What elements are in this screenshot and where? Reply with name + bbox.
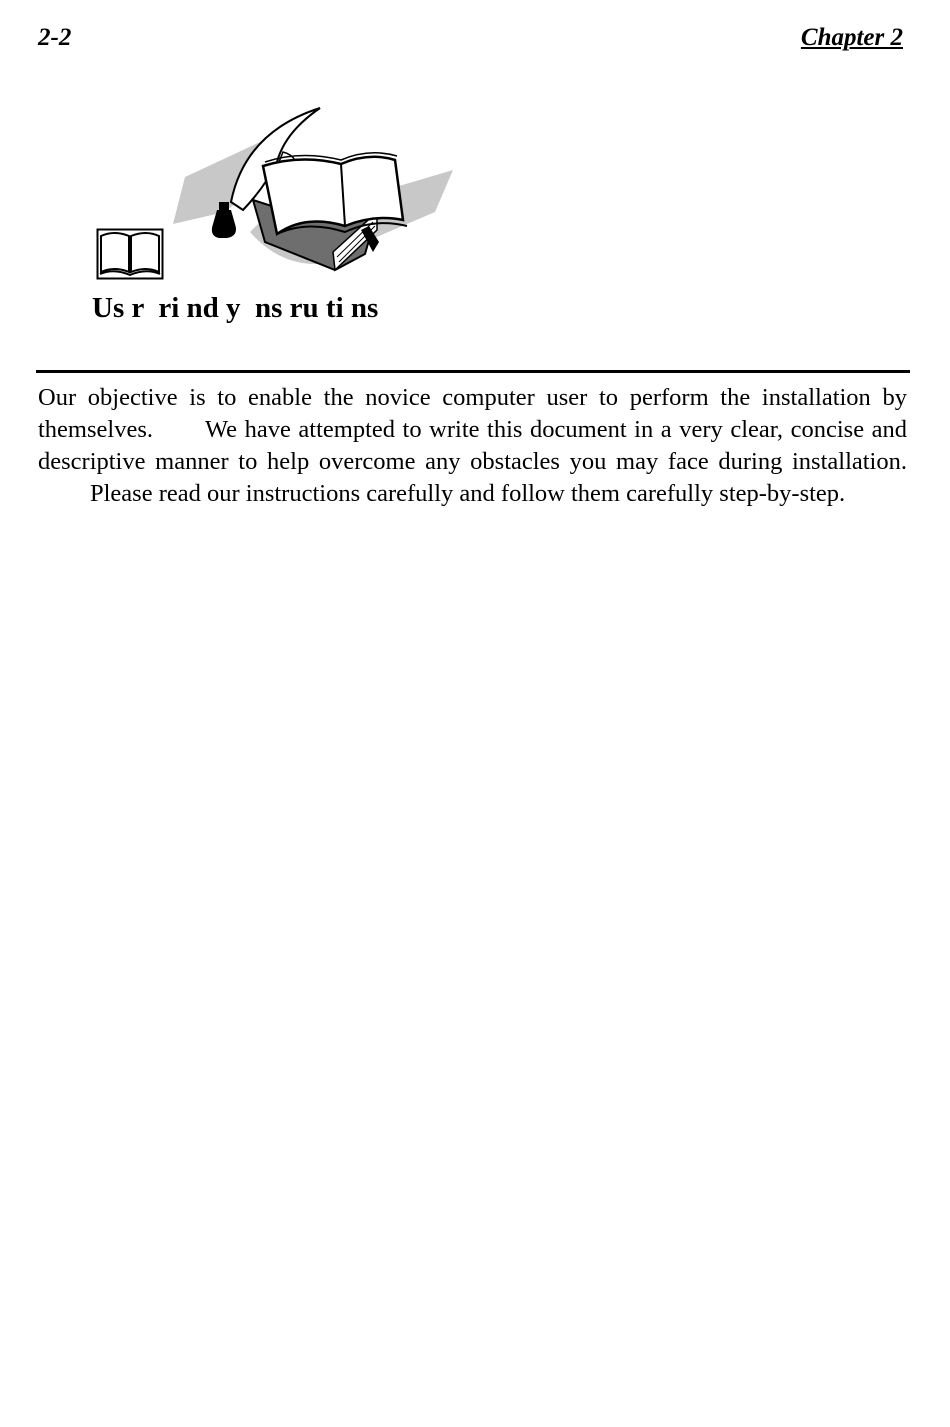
section-divider — [36, 370, 910, 373]
intro-paragraph — [38, 382, 907, 510]
open-book-icon — [96, 228, 164, 280]
paragraph-sentence-1: Our objective is to enable the novice computer user to perform the installation by themselves. — [38, 384, 907, 443]
section-title: Us r ri nd y ns ru ti ns — [92, 292, 379, 324]
page-number: 2-2 — [38, 24, 72, 51]
paragraph-sentence-2: We have attempted to write this document in a very clear, concise and descriptive manner to help overcome any obstacles you may face during installation. — [38, 416, 907, 475]
paragraph-sentence-3: Please read our instructions carefully and follow them carefully step-by-step. — [90, 480, 846, 507]
chapter-label: Chapter 2 — [800, 24, 903, 51]
book-quill-icon — [165, 102, 460, 282]
